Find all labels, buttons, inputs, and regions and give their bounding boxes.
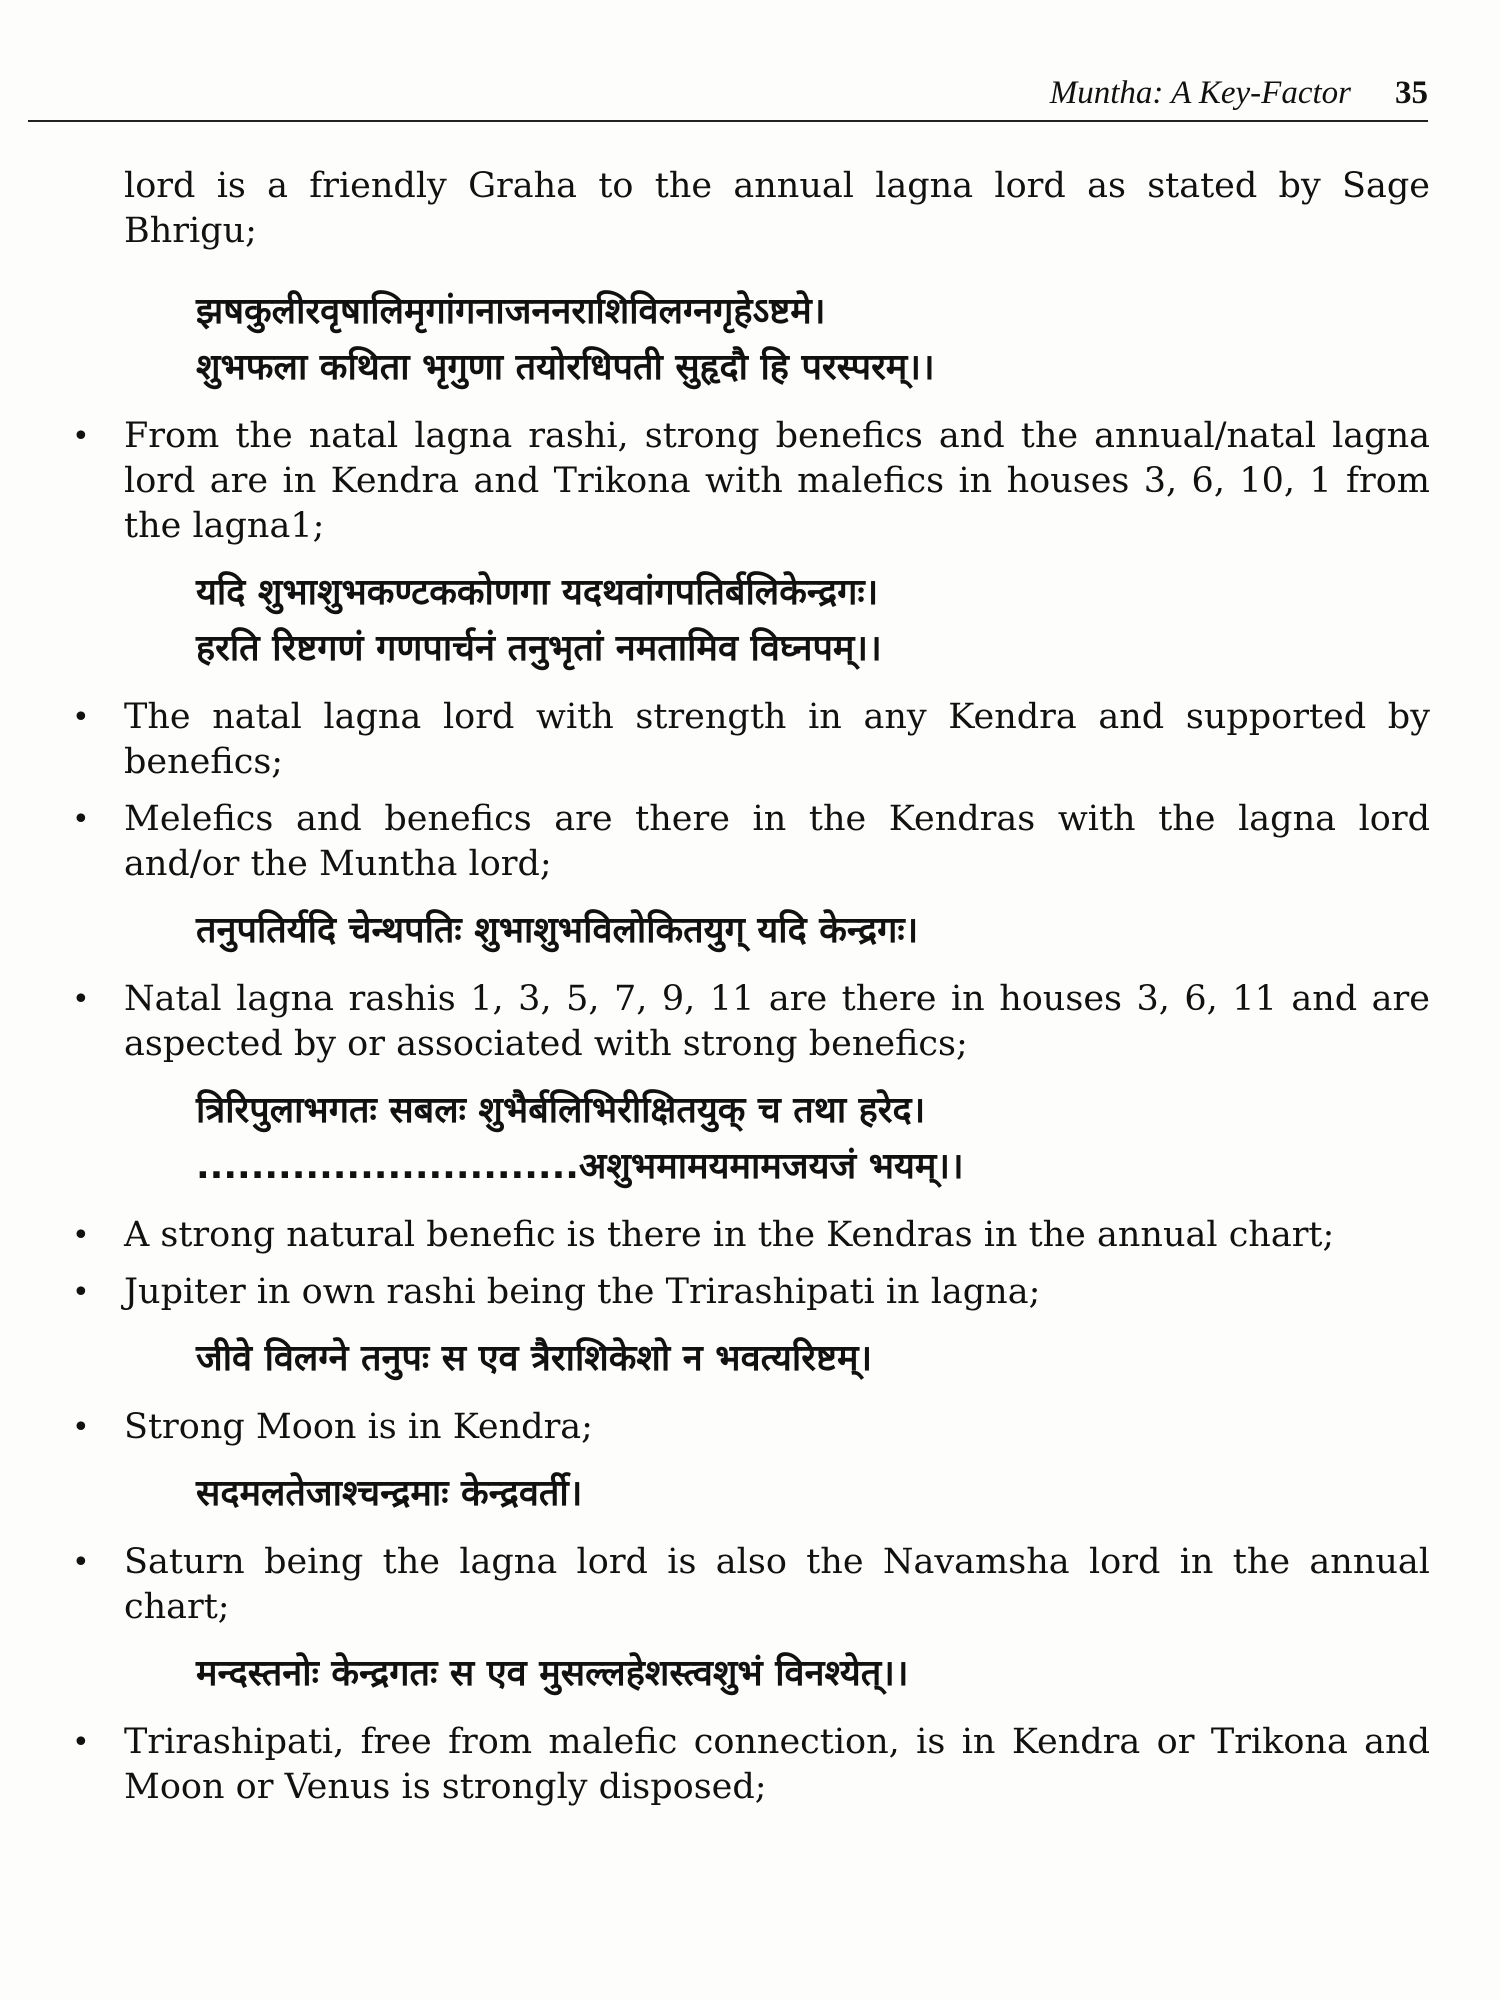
verse-line: सदमलतेजाश्चन्द्रमाः केन्द्रवर्ती।: [196, 1473, 583, 1514]
bullet-item: • The natal lagna lord with strength in any Kendra and supported by benefics;: [124, 695, 1430, 785]
page-body: [124, 164, 1430, 1822]
verse-line: मन्दस्तनोः केन्द्रगतः स एव मुसल्लहेशस्त्वशुभं विनश्येत्।।: [196, 1653, 909, 1694]
bullet-item: • From the natal lagna rashi, strong benefics and the annual/natal lagna lord are in Kendra and Trikona with malefics in houses 3, 6, 10, 1 from the lagna1;: [124, 414, 1430, 549]
sanskrit-verse: [124, 284, 1430, 396]
sanskrit-verse: [124, 1466, 1430, 1522]
verse-line: तनुपतिर्यदि चेन्थपतिः शुभाशुभविलोकितयुग् यदि केन्द्रगः।: [196, 910, 919, 951]
running-title: Muntha: A Key-Factor: [1049, 75, 1351, 111]
sanskrit-verse: [124, 565, 1430, 677]
bullet-item: • Saturn being the lagna lord is also the Navamsha lord in the annual chart;: [124, 1540, 1430, 1630]
bullet-item: • Jupiter in own rashi being the Trirashipati in lagna;: [124, 1270, 1430, 1315]
bullet-item: • Melefics and benefics are there in the Kendras with the lagna lord and/or the Muntha lord;: [124, 797, 1430, 887]
paragraph: lord is a friendly Graha to the annual lagna lord as stated by Sage Bhrigu;: [124, 166, 1430, 251]
bullet-item: • Strong Moon is in Kendra;: [124, 1405, 1430, 1450]
bullet-item: • Natal lagna rashis 1, 3, 5, 7, 9, 11 are there in houses 3, 6, 11 and are aspected by or associated with strong benefics;: [124, 977, 1430, 1067]
sanskrit-verse: [124, 1646, 1430, 1702]
verse-line: यदि शुभाशुभकण्टककोणगा यदथवांगपतिर्बलिकेन्द्रगः।: [196, 572, 879, 613]
verse-line: शुभफला कथिता भृगुणा तयोरधिपती सुहृदौ हि परस्परम्।।: [196, 347, 935, 388]
sanskrit-verse: [124, 1331, 1430, 1387]
sanskrit-verse: [124, 1083, 1430, 1195]
sanskrit-verse: [124, 903, 1430, 959]
verse-line: जीवे विलग्ने तनुपः स एव त्रैराशिकेशो न भवत्यरिष्टम्।: [196, 1338, 873, 1379]
verse-line: त्रिरिपुलाभगतः सबलः शुभैर्बलिभिरीक्षितयुक् च तथा हरेद।: [196, 1090, 926, 1131]
verse-line: झषकुलीरवृषालिमृगांगनाजननराशिविलग्नगृहेऽष्टमे।: [196, 291, 826, 332]
bullet-item: • Trirashipati, free from malefic connection, is in Kendra or Trikona and Moon or Venus is strongly disposed;: [124, 1720, 1430, 1810]
page-header: [28, 70, 1428, 122]
verse-line: ............................अशुभमामयमामजयजं भयम्।।: [196, 1146, 964, 1187]
page-number: 35: [1395, 75, 1428, 111]
verse-line: हरति रिष्टगणं गणपार्चनं तनुभृतां नमतामिव विघ्नपम्।।: [196, 628, 882, 669]
bullet-item: • A strong natural benefic is there in the Kendras in the annual chart;: [124, 1213, 1430, 1258]
